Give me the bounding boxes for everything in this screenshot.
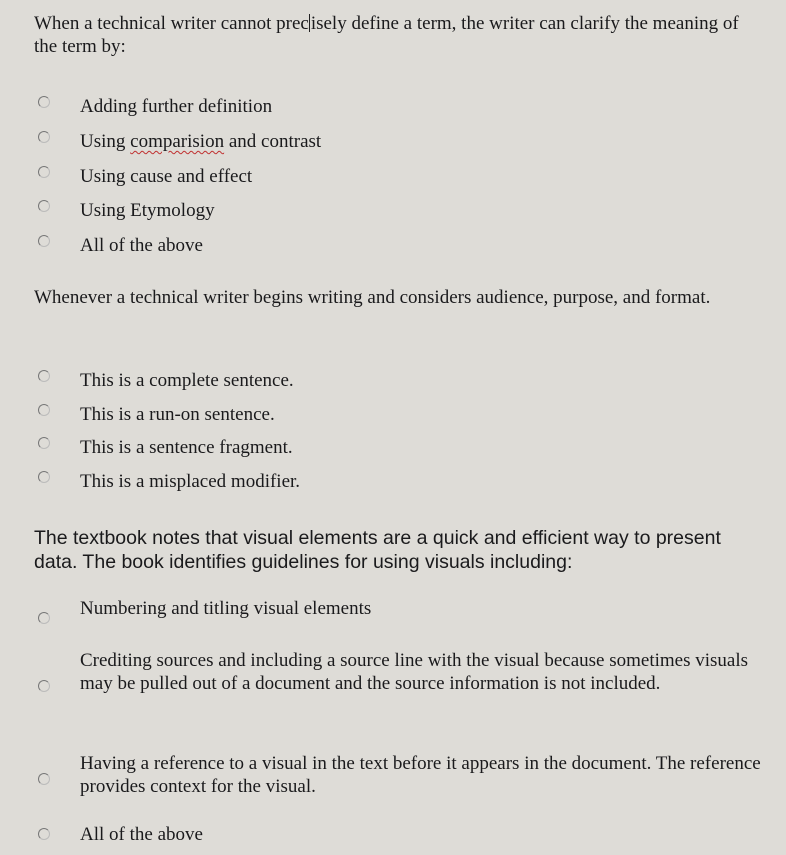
question-3-stem: The textbook notes that visual elements are a quick and efficient way to present data. The book identifies guidelines for using visuals including: <box>34 527 721 573</box>
radio-button[interactable] <box>38 96 50 108</box>
option-label: Adding further definition <box>80 96 273 117</box>
option-label: Having a reference to a visual in the text before it appears in the document. The reference provides context for the visual. <box>80 753 761 797</box>
option-label: Numbering and titling visual elements <box>80 598 372 619</box>
option-label: All of the above <box>80 235 203 256</box>
radio-button[interactable] <box>38 773 50 785</box>
radio-button[interactable] <box>38 471 50 483</box>
radio-button[interactable] <box>38 235 50 247</box>
option-label: All of the above <box>80 824 203 845</box>
radio-button[interactable] <box>38 680 50 692</box>
option-label: Using comparision and contrast <box>80 131 322 152</box>
option-label: This is a complete sentence. <box>80 370 294 391</box>
radio-button[interactable] <box>38 131 50 143</box>
radio-button[interactable] <box>38 437 50 449</box>
question-2 <box>34 286 764 309</box>
misspelled-word[interactable]: comparision <box>130 131 225 152</box>
option-label: Using Etymology <box>80 200 215 221</box>
question-1 <box>34 12 764 58</box>
radio-button[interactable] <box>38 612 50 624</box>
radio-button[interactable] <box>38 828 50 840</box>
radio-button[interactable] <box>38 166 50 178</box>
question-1-stem <box>34 12 764 58</box>
question-2-stem: Whenever a technical writer begins writing and considers audience, purpose, and format. <box>34 287 711 308</box>
question-3 <box>34 526 764 574</box>
option-label: Using cause and effect <box>80 166 253 187</box>
radio-button[interactable] <box>38 200 50 212</box>
radio-button[interactable] <box>38 404 50 416</box>
radio-button[interactable] <box>38 370 50 382</box>
option-label: This is a sentence fragment. <box>80 437 293 458</box>
option-label: This is a run-on sentence. <box>80 404 275 425</box>
stem-text-part-2: isely define a term, the writer can clarify the meaning of the term by: <box>34 13 739 57</box>
stem-text-part-1: When a technical writer cannot prec <box>34 13 309 34</box>
option-label: This is a misplaced modifier. <box>80 471 301 492</box>
option-label: Crediting sources and including a source line with the visual because sometimes visuals may be pulled out of a document and the source information is not included. <box>80 650 749 694</box>
